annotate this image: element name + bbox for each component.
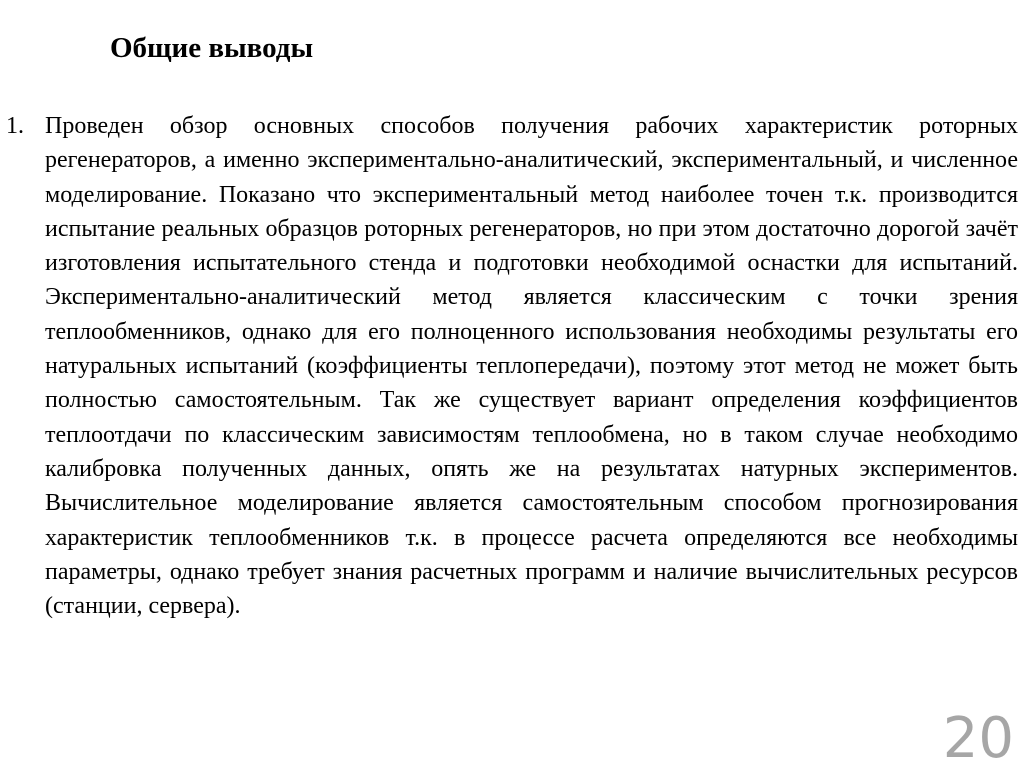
page-number: 20 <box>942 706 1014 771</box>
list-item-text: Проведен обзор основных способов получения рабочих характеристик роторных регенераторов, а именно экспериментально-аналитический, экспериментальный, и численное моделирование. Показано что экспериментальный метод наиболее точен т.к. производится испытание реальных образцов роторных регенераторов, но при этом достаточно дорогой зачёт изготовления испытательного стенда и подготовки необходимой оснастки для испытаний. Экспериментально-аналитический метод является классическим с точки зрения теплообменников, однако для его полноценного использования необходимы результаты его натуральных испытаний (коэффициенты теплопередачи), поэтому этот метод не может быть полностью самостоятельным. Так же существует вариант определения коэффициентов теплоотдачи по классическим зависимостям теплообмена, но в таком случае необходимо калибровка полученных данных, опять же на результатах натурных экспериментов. Вычислительное моделирование является самостоятельным способом прогнозирования характеристик теплообменников т.к. в процессе расчета определяются все необходимы параметры, однако требует знания расчетных программ и наличие вычислительных ресурсов (станции, сервера). <box>45 113 1018 620</box>
list-item-number: 1. <box>6 113 24 139</box>
slide-title: Общие выводы <box>110 32 314 64</box>
